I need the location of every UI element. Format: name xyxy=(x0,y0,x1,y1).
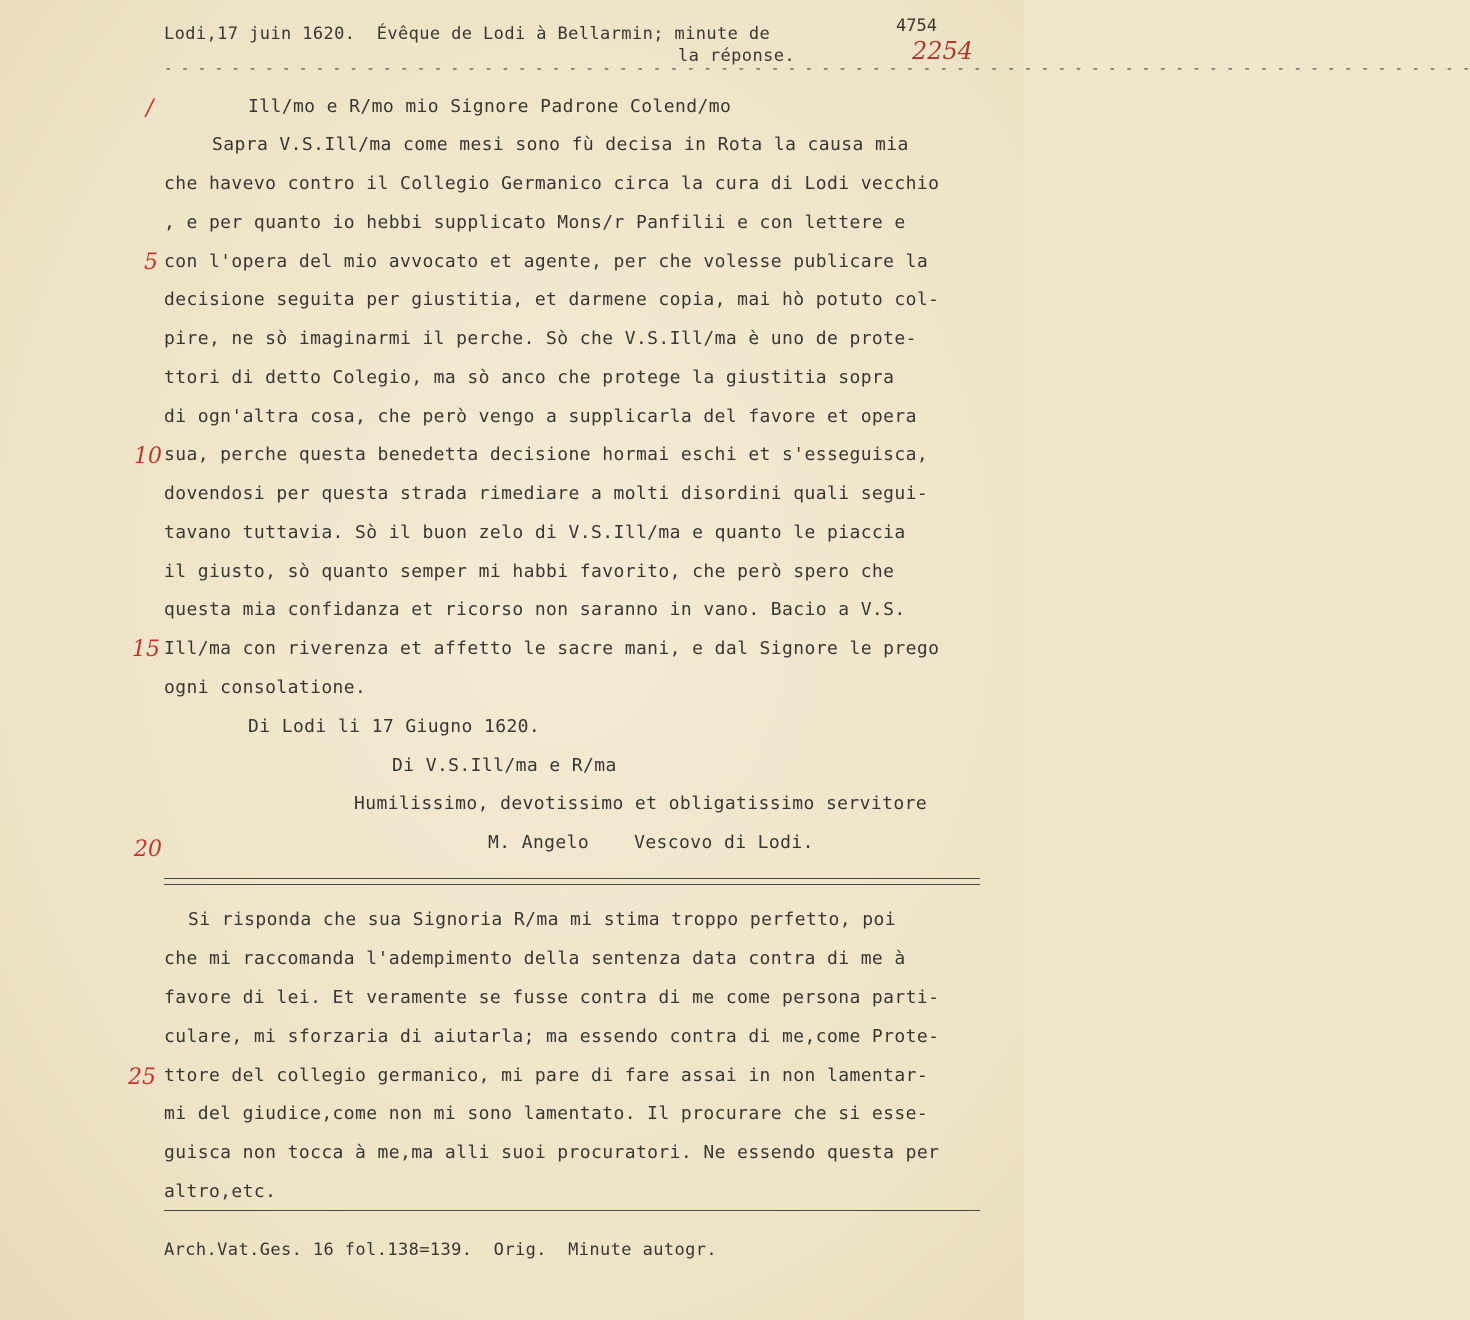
section-separator-top xyxy=(164,878,980,879)
letter-line: pire, ne sò imaginarmi il perche. Sò che V.S.Ill/ma è uno de prote- xyxy=(164,328,917,349)
reply-line: mi del giudice,come non mi sono lamentato. Il procurare che si esse- xyxy=(164,1103,929,1124)
reply-line: favore di lei. Et veramente se fusse contra di me come persona parti- xyxy=(164,987,940,1008)
letter-line: Ill/ma con riverenza et affetto le sacre mani, e dal Signore le prego xyxy=(164,638,940,659)
reply-line: Si risponda che sua Signoria R/ma mi stima troppo perfetto, poi xyxy=(188,909,896,930)
reply-line: che mi raccomanda l'adempimento della sentenza data contra di me à xyxy=(164,948,906,969)
line-number-marker: 10 xyxy=(134,444,162,469)
reply-line: culare, mi sforzaria di aiutarla; ma essendo contra di me,come Prote- xyxy=(164,1026,940,1047)
reply-line: guisca non tocca à me,ma alli suoi procuratori. Ne essendo questa per xyxy=(164,1142,940,1163)
reply-line: ttore del collegio germanico, mi pare di fare assai in non lamentar- xyxy=(164,1065,929,1086)
line-number-marker: 25 xyxy=(128,1065,156,1090)
letter-closing-servitore: Humilissimo, devotissimo et obligatissimo servitore xyxy=(354,793,928,814)
letter-signature: M. Angelo Vescovo di Lodi. xyxy=(488,832,814,853)
letter-line: Sapra V.S.Ill/ma come mesi sono fù decisa in Rota la causa mia xyxy=(212,134,909,155)
handwritten-folio-number: 2254 xyxy=(912,37,974,65)
letter-line: di ogn'altra cosa, che però vengo a supplicarla del favore et opera xyxy=(164,406,917,427)
letter-line: dovendosi per questa strada rimediare a molti disordini quali segui- xyxy=(164,483,929,504)
archival-source-note: Arch.Vat.Ges. 16 fol.138=139. Orig. Minute autogr. xyxy=(164,1240,718,1260)
line-number-marker: 20 xyxy=(134,837,162,862)
letter-closing: Di V.S.Ill/ma e R/ma xyxy=(392,755,617,776)
letter-line: ttori di detto Colegio, ma sò anco che protege la giustitia sopra xyxy=(164,367,895,388)
letter-line: decisione seguita per giustitia, et darmene copia, mai hò potuto col- xyxy=(164,289,940,310)
reply-line: altro,etc. xyxy=(164,1181,277,1202)
line-number-marker: 15 xyxy=(132,637,160,662)
footer-separator xyxy=(164,1210,980,1211)
letter-line: con l'opera del mio avvocato et agente, per che volesse publicare la xyxy=(164,251,929,272)
letter-line: il giusto, sò quanto semper mi habbi favorito, che però spero che xyxy=(164,561,895,582)
line-number-marker: / xyxy=(146,96,154,121)
letter-salutation: Ill/mo e R/mo mio Signore Padrone Colend/mo xyxy=(248,96,732,117)
header-title-continued: la réponse. xyxy=(678,46,795,66)
letter-line: , e per quanto io hebbi supplicato Mons/r Panfilii e con lettere e xyxy=(164,212,906,233)
line-number-marker: 5 xyxy=(144,250,158,275)
header-dashed-separator: - - - - - - - - - - - - - - - - - - - - - - - - - - - - - - - - - - - - - - - - - - - - - - - - - - - - - - - - - - - - - - - - - - - - - - - - - - - - - - xyxy=(164,61,1470,77)
letter-line: sua, perche questa benedetta decisione hormai eschi et s'esseguisca, xyxy=(164,444,929,465)
letter-line: che havevo contro il Collegio Germanico circa la cura di Lodi vecchio xyxy=(164,173,940,194)
letter-line: ogni consolatione. xyxy=(164,677,367,698)
section-separator-bottom xyxy=(164,884,980,885)
document-number: 4754 xyxy=(896,16,937,36)
letter-line: questa mia confidanza et ricorso non saranno in vano. Bacio a V.S. xyxy=(164,599,906,620)
letter-date: Di Lodi li 17 Giugno 1620. xyxy=(248,716,541,737)
letter-line: tavano tuttavia. Sò il buon zelo di V.S.Ill/ma e quanto le piaccia xyxy=(164,522,906,543)
header-title: Lodi,17 juin 1620. Évêque de Lodi à Bellarmin; minute de xyxy=(164,24,771,44)
